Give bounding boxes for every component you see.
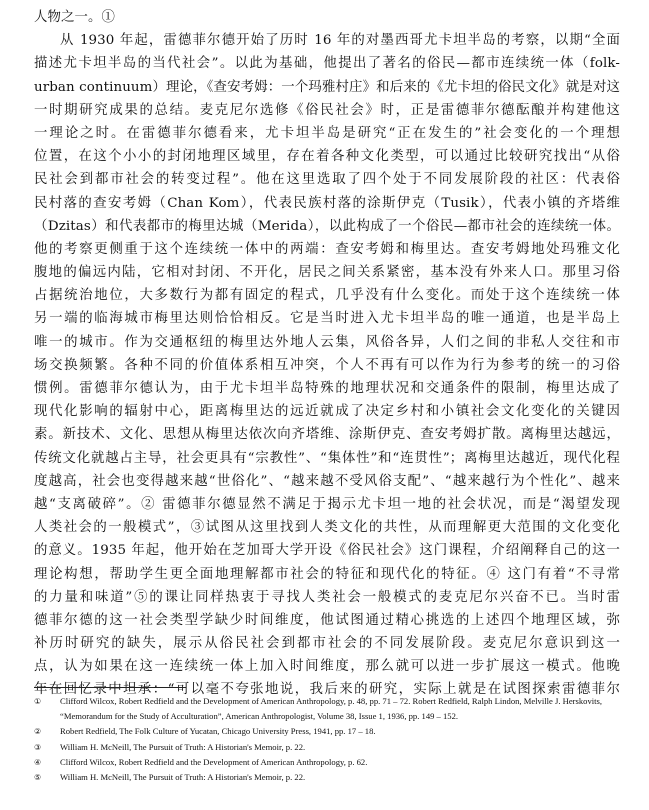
footnote [34,724,624,739]
footnote-divider [34,687,186,688]
body-line: 现代化影响的辐射中心，距离梅里达的远近就成了决定乡村和小镇社会文化变化的关键因 [34,404,620,420]
body-line: 唯一的城市。作为交通枢纽的梅里达外地人云集，风俗各异，人们之间的非私人交往和市 [34,334,620,350]
body-line: 位置，在这个小小的封闭地理区域里，存在着各种文化类型，可以通过比较研究找出“从俗 [34,149,620,165]
body-text [34,6,620,702]
body-line: 描述尤卡坦半岛的当代社会”。以此为基础，他提出了著名的俗民—都市连续统一体（folk- [34,56,620,72]
body-line: 传统文化就越占主导，社会更具有“宗教性”、“集体性”和“连贯性”；离梅里达越近，现代化程 [34,450,620,466]
footnote [34,740,624,755]
body-line: 人类社会的一般模式”，③试图从这里找到人类文化的共性，从而理解更大范围的文化变化 [34,520,620,536]
body-line: 从 1930 年起，雷德菲尔德开始了历时 16 年的对墨西哥尤卡坦半岛的考察，以期“全面 [60,33,620,49]
body-line: 惯例。雷德菲尔德认为，由于尤卡坦半岛特殊的地理状况和交通条件的限制，梅里达成了 [34,381,620,396]
footnotes [34,694,624,785]
footnote-marker: ③ [34,742,42,752]
body-line: 民村落的查安考姆（Chan Kom），代表民族村落的涂斯伊克（Tusik），代表小镇的齐塔维 [34,195,620,211]
footnote [34,770,624,785]
body-line: 的意义。1935 年起，他开始在芝加哥大学开设《俗民社会》这门课程，介绍阐释自己的这一 [34,543,620,559]
footnote-text: William H. McNeill, The Pursuit of Truth: A Historian's Memoir, p. 22. [60,741,306,752]
body-line: 德菲尔德的这一社会类型学缺少时间维度，他试图通过精心挑选的上述四个地理区域，弥 [34,612,620,628]
body-line: （Dzitas）和代表都市的梅里达城（Merida），以此构成了一个俗民—都市社会的连续统一体。 [34,218,620,234]
body-line: 越“支离破碎”。② 雷德菲尔德显然不满足于揭示尤卡坦一地的社会状况，而是“渴望发现 [34,496,620,512]
body-line: 年在回忆录中坦承：“可以毫不夸张地说，我后来的研究，实际上就是在试图探索雷德菲尔 [34,682,620,698]
footnote-marker: ② [34,727,42,737]
footnote [34,694,624,724]
body-line: 的力量和味道”⑤的课让同样热衷于寻找人类社会一般模式的麦克尼尔兴奋不已。当时雷 [34,589,620,605]
body-line: 腹地的偏远内陆，它相对封闭、不开化，居民之间关系紧密，基本没有外来人口。那里习俗 [34,265,620,281]
body-line: 理论构想，帮助学生更全面地理解都市社会的特征和现代化的特征。④ 这门有着“不寻常 [34,566,620,582]
footnote-text: Robert Redfield, The Folk Culture of Yucatan, Chicago University Press, 1941, pp. 17 – 18. [60,726,376,737]
body-line: 点，认为如果在这一连续统一体上加入时间维度，那么就可以进一步扩展这一模式。他晚 [34,659,620,675]
body-line: 民社会到都市社会的转变过程”。他在这里选取了四个处于不同发展阶段的社区：代表俗 [34,172,620,188]
body-line: 他的考察更侧重于这个连续统一体中的两端：查安考姆和梅里达。查安考姆地处玛雅文化 [34,241,620,257]
body-line: 度越高，社会也变得越来越“世俗化”、“越来越不受风俗支配”、“越来越行为个性化”、越来 [34,473,620,489]
body-line: 一时期研究成果的总结。麦克尼尔选修《俗民社会》时，正是雷德菲尔德酝酿并构建他这 [34,102,620,118]
body-line: 一理论之时。在雷德菲尔德看来，尤卡坦半岛是研究“正在发生的”社会变化的一个理想 [34,125,620,141]
body-line: 占据统治地位，大多数行为都有固定的程式，几乎没有什么变化。而处于这个连续统一体 [34,288,620,304]
footnote-text: Clifford Wilcox, Robert Redfield and the Development of American Anthropology, p. 48, pp. 71 – 72. Robert Redfield, Ralph Lindon, Melville J. Herskovits, “Memorandum for the Study of Acculturation”, American Anthropologist, Volume 38, Issue 1, 1936, pp. 149 – 152. [60,696,605,722]
body-line: 人物之一。① [34,10,115,25]
footnote [34,755,624,770]
body-line: 另一端的临海城市梅里达则恰恰相反。它是当时进入尤卡坦半岛的唯一通道，也是半岛上 [34,311,620,327]
footnote-marker: ⑤ [34,773,42,783]
footnote-text: William H. McNeill, The Pursuit of Truth: A Historian's Memoir, p. 22. [60,772,306,783]
footnote-marker: ④ [34,757,42,767]
body-line: 场交换频繁。各种不同的价值体系相互冲突，个人不再有可以作为行为参考的统一的习俗 [34,357,620,373]
body-line: 补历时研究的缺失，展示从俗民社会到都市社会的不同发展阶段。麦克尼尔意识到这一 [34,636,620,652]
body-line: 素。新技术、文化、思想从梅里达依次向齐塔维、涂斯伊克、查安考姆扩散。离梅里达越远， [34,427,620,443]
body-line: urban continuum）理论，《查安考姆：一个玛雅村庄》和后来的《尤卡坦的俗民文化》就是对这 [34,79,620,95]
footnote-marker: ① [34,697,42,706]
footnote-text: Clifford Wilcox, Robert Redfield and the Development of American Anthropology, p. 62. [60,756,368,767]
